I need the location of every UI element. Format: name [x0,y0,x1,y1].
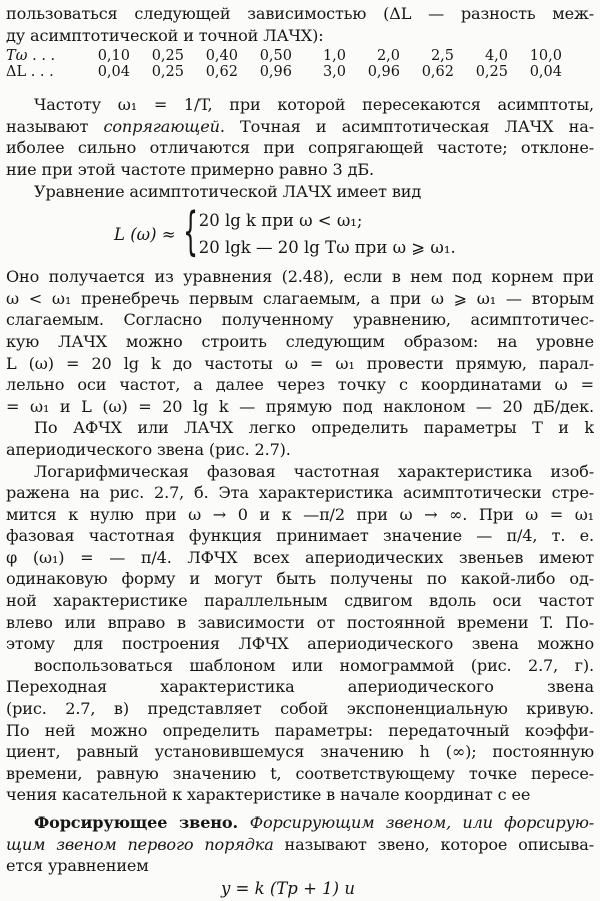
text-line-17: Логарифмическая фазовая частотная характеристика изоб- [34,461,594,481]
table-cell: 0,62 [205,64,238,81]
table-cell: 0,25 [151,48,184,65]
text-line-10: слагаемым. Согласно полученному уравнению, асимптотичес- [6,310,594,330]
table-cell: 0,50 [259,48,292,65]
text-line-26: воспользоваться шаблоном или номограммой (рис. 2.7, г). [34,655,594,675]
table-cell: 4,0 [484,48,508,65]
text-line-23: ной характеристике параллельным сдвигом вдоль оси частот [6,591,594,611]
text-line-12: L (ω) = 20 lg k до частоты ω = ω₁ провести прямую, парал- [6,353,594,373]
text-line-7: Уравнение асимптотической ЛАЧХ имеет вид [34,181,422,201]
table-cell: 10,0 [529,48,562,65]
text-line-5: иболее сильно отличаются при сопрягающей частоте; отклоне- [6,138,594,158]
formula-case-1: 20 lg k при ω < ω₁; [198,211,363,231]
table-cell: 0,25 [151,64,184,81]
text-line-27: Переходная характеристика апериодического звена [6,677,594,697]
text-line-33: Форсирующее звено. Форсирующим звеном, или форсирую- [34,813,594,832]
text-line-25: этому для построения ЛФЧХ апериодического звена можно [6,634,594,654]
text-line-32: чения касательной к характеристике в начале координат с ее [6,785,531,805]
text-line-6: ние при этой частоте примерно равно 3 дБ. [6,159,374,179]
text-line-2: ду асимптотической и точной ЛАЧХ): [6,25,324,45]
text-line-1: пользоваться следующей зависимостью (ΔL — разность меж- [6,4,594,23]
text-line-21: φ (ω₁) = — π/4. ЛФЧХ всех апериодических звеньев имеют [6,547,594,567]
table-cell: 2,5 [430,48,454,65]
table-cell: 0,04 [97,64,130,81]
row-label-dl: ΔL . . . [6,64,54,81]
values-table [6,48,594,80]
text-line-34: щим звеном первого порядка называют звено, которое описыва- [6,834,594,854]
text-line-30: циент, равный установившемуся значению h (∞); постоянную [6,742,594,762]
text-line-4: называют сопрягающей. Точная и асимптотическая ЛАЧХ на- [6,116,594,136]
text-line-3: Частоту ω₁ = 1/T, при которой пересекаются асимптоты, [34,95,594,115]
text-line-16: апериодического звена (рис. 2.7). [6,439,291,459]
table-cell: 0,96 [259,64,292,81]
text-line-22: одинаковую форму и могут быть получены по какой-либо од- [6,569,594,589]
text-line-14: = ω₁ и L (ω) = 20 lg k — прямую под наклоном — 20 дБ/дек. [6,396,594,416]
table-cell: 3,0 [322,64,346,81]
table-row-dl [6,64,594,80]
text-line-18: ражена на рис. 2.7, б. Эта характеристика асимптотически стре- [6,483,594,503]
text-line-20: фазовая частотная функция принимает значение — π/4, т. е. [6,526,594,546]
text-line-11: кую ЛАЧХ можно строить следующим образом: на уровне [6,331,594,351]
table-cell: 0,96 [367,64,400,81]
table-cell: 0,04 [529,64,562,81]
formula-lhs: L (ω) ≈ [114,224,176,244]
asymptotic-lachx-formula [6,202,594,266]
brace-icon: { [182,202,198,263]
text-line-19: мится к нулю при ω → 0 и к —π/2 при ω → ∞. При ω = ω₁ [6,504,594,524]
text-line-13: лельно оси частот, а далее через точку с координатами ω = [6,375,594,395]
text-line-24: влево или вправо в зависимости от постоянной времени T. По- [6,612,594,632]
forcing-link-equation: y = k (Tp + 1) u [220,878,355,898]
text-line-31: времени, равную значению t, соответствующему точке пересе- [6,763,594,783]
text-line-35: ется уравнением [6,856,149,876]
text-line-8: Оно получается из уравнения (2.48), если в нем под корнем при [6,267,594,287]
table-cell: 0,25 [475,64,508,81]
text-line-15: По АФЧХ или ЛАЧХ легко определить параметры T и k [34,418,594,438]
table-row-tw [6,48,594,64]
text-line-28: (рис. 2.7, в) представляет собой экспоненциальную кривую. [6,699,594,719]
table-cell: 2,0 [376,48,400,65]
table-cell: 0,10 [97,48,130,65]
table-cell: 1,0 [322,48,346,65]
row-label-tw: Tω . . . [6,48,56,65]
text-line-9: ω < ω₁ пренебречь первым слагаемым, а при ω ⩾ ω₁ — вторым [6,288,594,308]
formula-case-2: 20 lgk — 20 lg Tω при ω ⩾ ω₁. [198,238,456,258]
text-line-29: По ней можно определить параметры: передаточный коэффи- [6,720,594,740]
table-cell: 0,40 [205,48,238,65]
table-cell: 0,62 [421,64,454,81]
